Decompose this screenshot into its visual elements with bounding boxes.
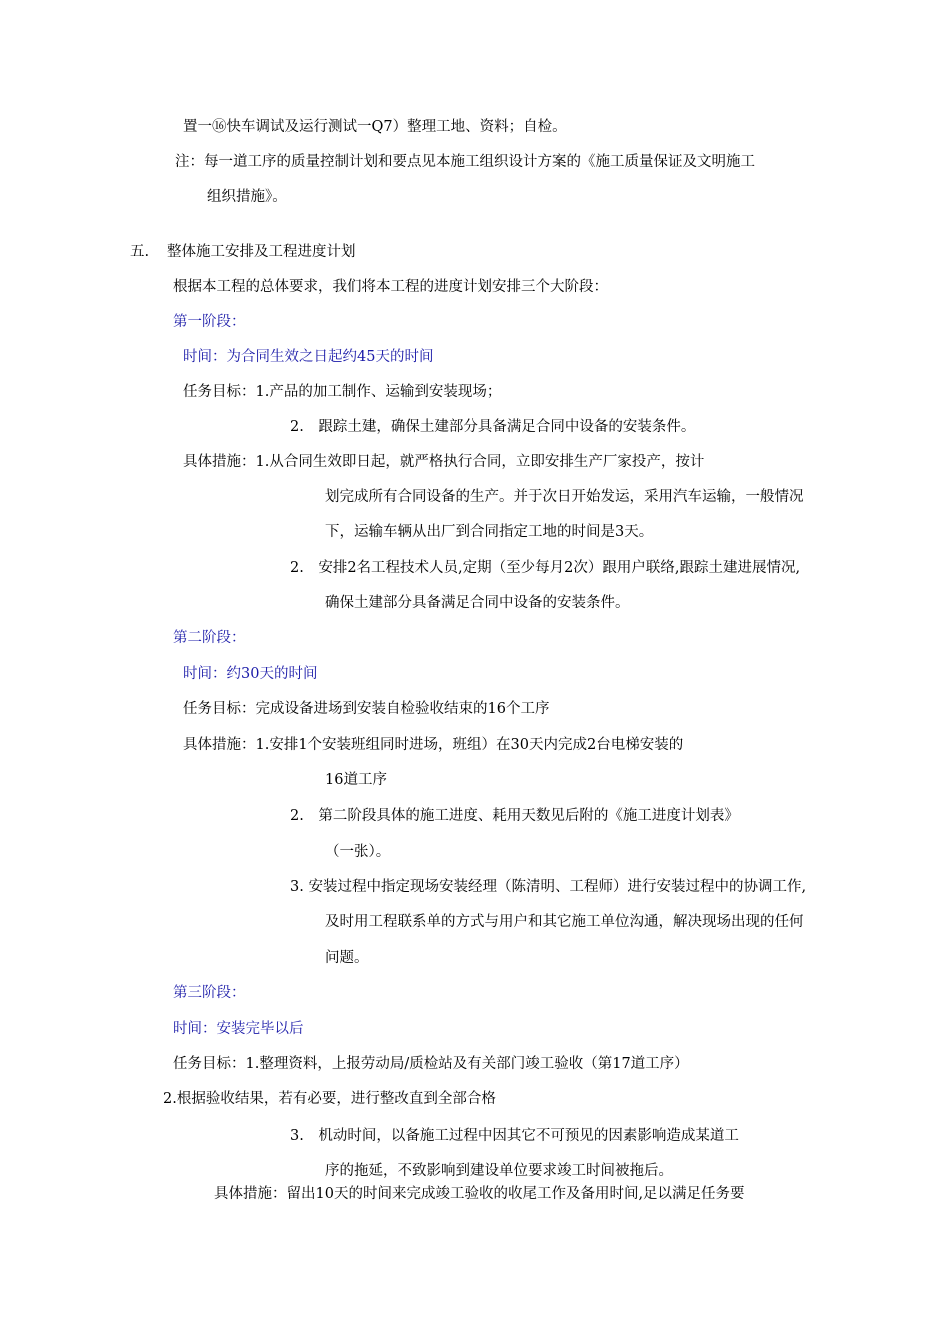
section-heading: 整体施工安排及工程进度计划 [167,244,356,260]
phase-two-measures-cont: 及时用工程联系单的方式与用户和其它施工单位沟通，解决现场出现的任何 [325,914,804,930]
phase-one-time: 时间：为合同生效之日起约45天的时间 [183,349,434,365]
phase-one-goal: 任务目标：1.产品的加工制作、运输到安装现场； [183,384,502,400]
phase-one-heading: 第一阶段： [173,314,246,330]
phase-two-measures-cont: 问题。 [325,950,369,966]
phase-two-measures-item: 2. 第二阶段具体的施工进度、耗用天数见后附的《施工进度计划表》 [290,808,739,824]
phase-three-goal-item: 2.根据验收结果，若有必要，进行整改直到全部合格 [163,1091,496,1107]
phase-three-measures: 具体措施：留出10天的时间来完成竣工验收的收尾工作及备用时间,足以满足任务要 [214,1186,745,1202]
intro-paragraph: 根据本工程的总体要求，我们将本工程的进度计划安排三个大阶段： [173,279,608,295]
phase-one-measures-cont: 确保土建部分具备满足合同中设备的安装条件。 [325,595,630,611]
phase-three-goal-cont: 序的拖延，不致影响到建设单位要求竣工时间被拖后。 [325,1163,673,1179]
phase-two-time: 时间：约30天的时间 [183,666,318,682]
phase-two-heading: 第二阶段： [173,630,246,646]
phase-three-goal: 任务目标：1.整理资料，上报劳动局/质检站及有关部门竣工验收（第17道工序） [173,1056,689,1072]
phase-two-measures: 具体措施：1.安排1个安装班组同时进场，班组）在30天内完成2台电梯安装的 [183,737,684,753]
phase-two-measures-cont: （一张）。 [325,844,391,860]
phase-two-measures-item: 3. 安装过程中指定现场安装经理（陈清明、工程师）进行安装过程中的协调工作, [290,879,807,895]
phase-one-measures-item: 2. 安排2名工程技术人员,定期（至少每月2次）跟用户联络,跟踪土建进展情况, [290,560,801,576]
phase-three-heading: 第三阶段： [173,985,246,1001]
process-step-line: 置一⑯快车调试及运行测试一Q7）整理工地、资料；自检。 [183,119,567,135]
phase-two-measures-cont: 16道工序 [325,772,387,788]
note-line: 注：每一道工序的质量控制计划和要点见本施工组织设计方案的《施工质量保证及文明施工 [175,154,755,170]
phase-three-goal-item: 3. 机动时间，以备施工过程中因其它不可预见的因素影响造成某道工 [290,1128,739,1144]
phase-one-measures: 具体措施：1.从合同生效即日起，就严格执行合同，立即安排生产厂家投产，按计 [183,454,705,470]
section-number: 五. [130,244,150,260]
phase-two-goal: 任务目标：完成设备进场到安装自检验收结束的16个工序 [183,701,550,717]
phase-one-measures-cont: 下，运输车辆从出厂到合同指定工地的时间是3天。 [325,524,654,540]
note-line-continued: 组织措施》。 [207,189,287,205]
phase-three-time: 时间：安装完毕以后 [173,1021,304,1037]
phase-one-measures-cont: 划完成所有合同设备的生产。并于次日开始发运，采用汽车运输，一般情况 [325,489,804,505]
phase-one-goal-item: 2. 跟踪土建，确保土建部分具备满足合同中设备的安装条件。 [290,419,696,435]
